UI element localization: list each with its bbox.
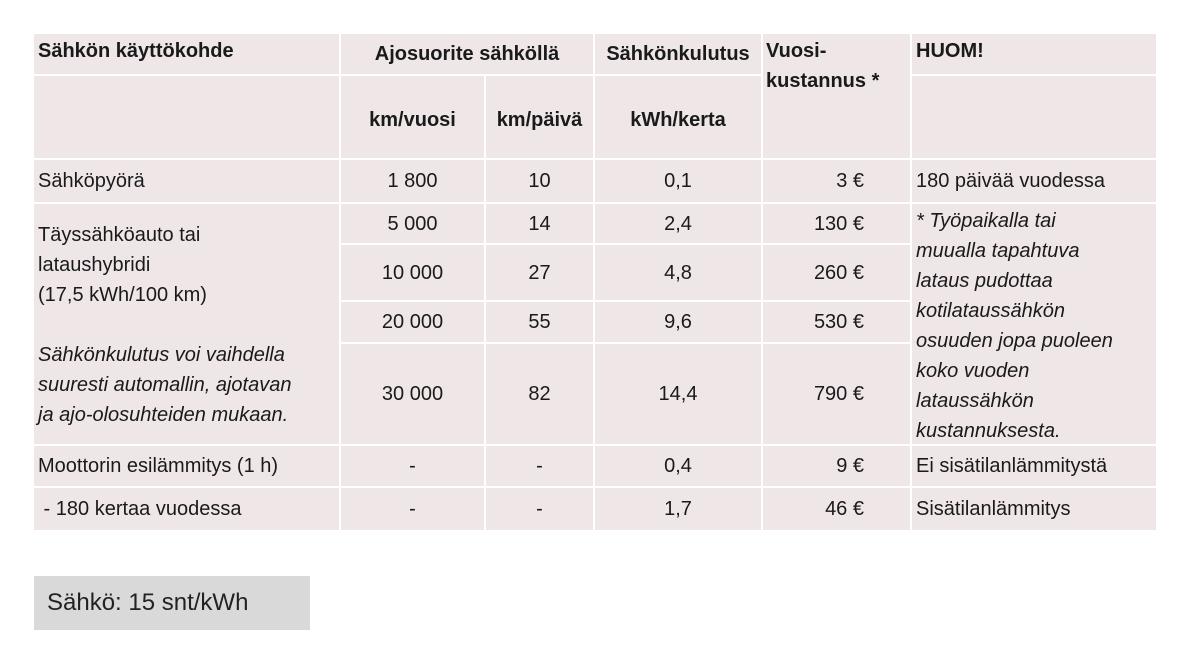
electricity-price-box: Sähkö: 15 snt/kWh [34, 576, 310, 630]
row-preheat-kwh: 0,4 [595, 446, 761, 486]
row-car-4-km-day: 82 [486, 344, 593, 444]
row-car-1-km-day: 14 [486, 204, 593, 243]
header-note: HUOM! [912, 34, 1156, 74]
header-note-spacer [912, 76, 1156, 158]
header-annual-cost: Vuosi- kustannus * [763, 34, 910, 158]
row-car-label-cell [34, 204, 339, 444]
row-car-4-cost: 790 € [763, 344, 910, 444]
row-bike-cost: 3 € [763, 160, 910, 202]
row-car-4-kwh: 14,4 [595, 344, 761, 444]
row-bike-kwh: 0,1 [595, 160, 761, 202]
row-preheat-180-kwh: 1,7 [595, 488, 761, 530]
row-car-2-km-day: 27 [486, 245, 593, 300]
header-kwh: kWh/kerta [595, 76, 761, 158]
row-preheat-180-note: Sisätilanlämmitys [912, 488, 1156, 530]
row-preheat-km-year: - [341, 446, 484, 486]
row-preheat-km-day: - [486, 446, 593, 486]
row-preheat-180-km-day: - [486, 488, 593, 530]
row-car-2-kwh: 4,8 [595, 245, 761, 300]
row-car-label: Täyssähköauto tai lataushybridi (17,5 kWh/100 km) [38, 224, 207, 306]
row-car-1-cost: 130 € [763, 204, 910, 243]
row-preheat-cost: 9 € [763, 446, 910, 486]
row-bike-label: Sähköpyörä [34, 160, 339, 202]
row-car-italic-note: Sähkönkulutus voi vaihdella suuresti automallin, ajotavan ja ajo-olosuhteiden mukaan. [38, 344, 292, 426]
row-bike-km-day: 10 [486, 160, 593, 202]
row-car-note: * Työpaikalla tai muualla tapahtuva lataus pudottaa kotilataussähkön osuuden jopa puoleen koko vuoden lataussähkön kustannuksesta. [912, 204, 1156, 444]
row-car-2-cost: 260 € [763, 245, 910, 300]
row-bike-km-year: 1 800 [341, 160, 484, 202]
row-car-2-km-year: 10 000 [341, 245, 484, 300]
row-preheat-180-km-year: - [341, 488, 484, 530]
row-car-3-km-day: 55 [486, 302, 593, 342]
row-car-4-km-year: 30 000 [341, 344, 484, 444]
row-car-1-kwh: 2,4 [595, 204, 761, 243]
header-km-year: km/vuosi [341, 76, 484, 158]
header-km-day: km/päivä [486, 76, 593, 158]
row-car-1-km-year: 5 000 [341, 204, 484, 243]
row-preheat-note: Ei sisätilanlämmitystä [912, 446, 1156, 486]
row-preheat-180-cost: 46 € [763, 488, 910, 530]
header-usage: Sähkön käyttökohde [34, 34, 339, 74]
header-driving: Ajosuorite sähköllä [341, 34, 593, 74]
row-car-3-cost: 530 € [763, 302, 910, 342]
row-preheat-180-label: - 180 kertaa vuodessa [34, 488, 339, 530]
row-car-3-kwh: 9,6 [595, 302, 761, 342]
row-car-3-km-year: 20 000 [341, 302, 484, 342]
row-bike-note: 180 päivää vuodessa [912, 160, 1156, 202]
row-preheat-label: Moottorin esilämmitys (1 h) [34, 446, 339, 486]
header-spacer [34, 76, 339, 158]
header-consumption: Sähkönkulutus [595, 34, 761, 74]
electricity-usage-table [34, 34, 1156, 530]
